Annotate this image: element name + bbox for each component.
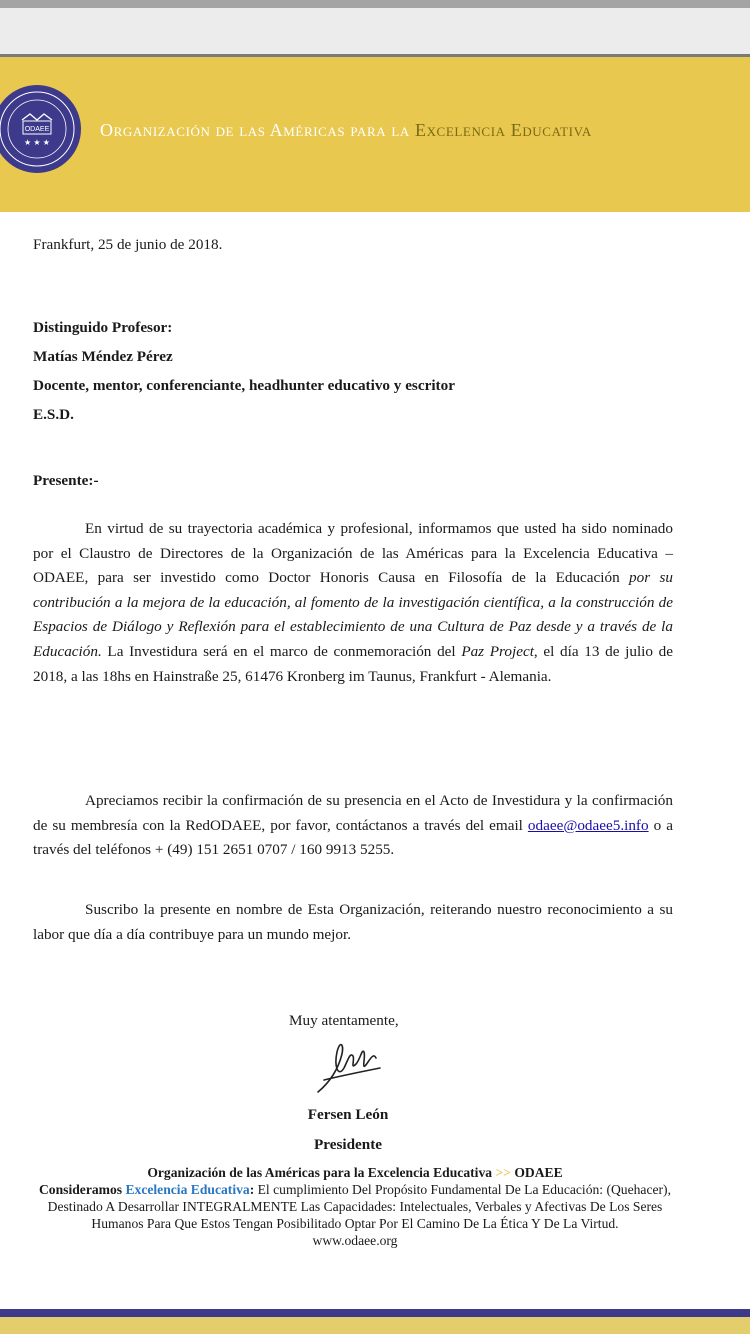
footer-mission — [20, 1181, 690, 1232]
closing-salutation: Muy atentamente, — [289, 1012, 399, 1029]
p1-text-a: En virtud de su trayectoria académica y profesional, informamos que usted ha sido nominado por el Claustro de Directores de la Organización de las Américas para la Excelencia Educativa – ODAEE, para ser investido como Doctor Honoris Causa en Filosofía de la Educación — [33, 520, 673, 587]
addressee-salutation: Distinguido Profesor: — [33, 319, 173, 336]
p1-text-e: , el día 13 de julio de 2018, a las 18hs en Hainstraße 25, 61476 Kronberg im Taunus, Frankfurt - Alemania. — [33, 642, 674, 685]
footer-org-name: Organización de las Américas para la Excelencia Educativa — [147, 1165, 496, 1180]
footer-bar-purple — [0, 1309, 750, 1317]
email-link[interactable]: odaee@odaee5.info — [527, 816, 649, 834]
footer-colon: : — [249, 1182, 255, 1197]
signer-name: Fersen León — [307, 1106, 389, 1123]
svg-text:★ ★ ★: ★ ★ ★ — [24, 138, 50, 147]
p1-italic-contribution: por su contribución a la mejora de la educación, al fomento de la investigación científica, a la construcción de Espacios de Diálogo y Reflexión para el establecimiento de una Cultura de Paz desde y a través de la Educación. — [33, 569, 673, 660]
p2-text-b: o a través del teléfonos + (49) 151 2651 0707 / 160 9913 5255. — [33, 816, 673, 859]
presente-heading: Presente:- — [33, 472, 99, 489]
addressee-name: Matías Méndez Pérez — [33, 348, 173, 365]
footer-acronym: ODAEE — [510, 1165, 563, 1180]
paragraph-nomination — [33, 517, 673, 689]
viewer-toolbar — [0, 8, 750, 57]
seal-label: ODAEE — [24, 126, 50, 133]
paragraph-closing: Suscribo la presente en nombre de Esta Organización, reiterando nuestro reconocimiento a su labor que día a día contribuye para un mundo mejor. — [33, 901, 673, 943]
letter-date: Frankfurt, 25 de junio de 2018. — [33, 236, 223, 253]
footer-consideramos: Consideramos — [38, 1182, 126, 1197]
footer-block — [20, 1164, 690, 1249]
signer-title: Presidente — [313, 1136, 383, 1153]
status-bar — [0, 0, 750, 8]
odaee-seal-icon — [0, 84, 82, 174]
organization-title — [100, 120, 750, 141]
p1-italic-project: Paz Project — [461, 642, 534, 660]
paragraph-confirmation — [33, 789, 673, 863]
footer-line-org — [20, 1164, 690, 1181]
footer-bar-gold — [0, 1317, 750, 1334]
p1-text-c: La Investidura será en el marco de conmemoración del — [101, 642, 462, 660]
org-title-highlight: Excelencia Educativa — [414, 120, 592, 140]
org-title-main: Organización de las Américas para la — [100, 120, 415, 140]
p2-text-a: Apreciamos recibir la confirmación de su presencia en el Acto de Investidura y la confirmación de su membresía con la RedODAEE, por favor, contáctanos a través del email — [33, 792, 673, 834]
addressee-role: Docente, mentor, conferenciante, headhunter educativo y escritor — [33, 377, 455, 394]
footer-website: www.odaee.org — [312, 1233, 398, 1248]
signature-image — [300, 1030, 390, 1100]
footer-excelencia: Excelencia Educativa — [125, 1182, 250, 1197]
footer-mission-text: El cumplimiento Del Propósito Fundamental De La Educación: (Quehacer), Destinado A Desarrollar INTEGRALMENTE Las Capacidades: Intelectuales, Verbales y Afectivas De Los Seres Humanos Para Que Estos Tengan Posibilitado Optar Por El Camino De La Ética Y De La Virtud. — [47, 1182, 671, 1231]
footer-arrow: >> — [495, 1165, 511, 1180]
addressee-esd: E.S.D. — [33, 406, 74, 423]
letterhead — [0, 57, 750, 212]
addressee-block — [33, 313, 455, 429]
